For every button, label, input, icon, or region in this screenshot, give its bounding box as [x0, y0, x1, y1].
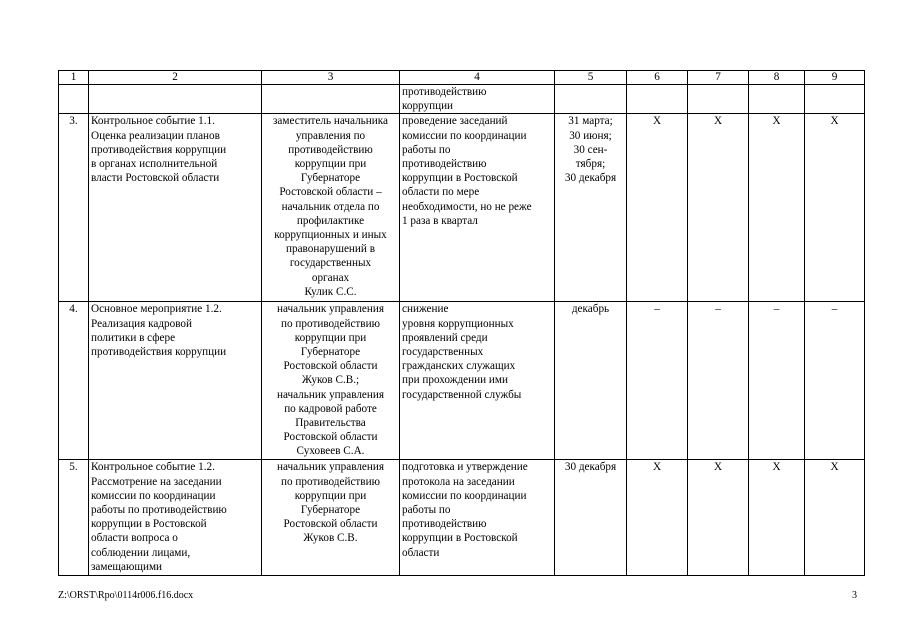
- col-9-value: [805, 85, 865, 114]
- responsible-person: начальник управления по противодействию коррупции при Губернаторе Ростовской области Жуков С.В.; начальник управления по кадровой работе Правительства Ростовской области Суховеев С.А.: [262, 302, 400, 460]
- activity-name: Контрольное событие 1.2. Рассмотрение на заседании комиссии по координации работы по противодействию коррупции в Ростовской области вопроса о соблюдении лицами, замещающими: [89, 460, 262, 576]
- header-cell-4: 4: [400, 71, 555, 85]
- activity-name: Основное мероприятие 1.2. Реализация кадровой политики в сфере противодействия коррупции: [89, 302, 262, 460]
- header-row: [59, 71, 865, 85]
- header-cell-3: 3: [262, 71, 400, 85]
- table-row: [59, 85, 865, 114]
- col-8-value: X: [749, 460, 805, 576]
- col-6-value: [627, 85, 688, 114]
- header-cell-5: 5: [555, 71, 627, 85]
- activity-name: [89, 85, 262, 114]
- expected-result: подготовка и утверждение протокола на заседании комиссии по координации работы по противодействию коррупции в Ростовской области: [400, 460, 555, 576]
- responsible-person: [262, 85, 400, 114]
- col-6-value: X: [627, 460, 688, 576]
- header-cell-1: 1: [59, 71, 89, 85]
- header-cell-2: 2: [89, 71, 262, 85]
- deadline: 30 декабря: [555, 460, 627, 576]
- col-8-value: [749, 85, 805, 114]
- header-cell-8: 8: [749, 71, 805, 85]
- row-number: 3.: [59, 114, 89, 302]
- row-number: 4.: [59, 302, 89, 460]
- deadline: 31 марта; 30 июня; 30 сен- тября; 30 декабря: [555, 114, 627, 302]
- col-8-value: –: [749, 302, 805, 460]
- col-6-value: X: [627, 114, 688, 302]
- col-6-value: –: [627, 302, 688, 460]
- header-cell-7: 7: [688, 71, 749, 85]
- page-number: 3: [852, 590, 857, 601]
- row-number: [59, 85, 89, 114]
- header-cell-6: 6: [627, 71, 688, 85]
- col-9-value: X: [805, 460, 865, 576]
- file-path: Z:\ORST\Rpo\0114r006.f16.docx: [58, 590, 194, 601]
- col-9-value: X: [805, 114, 865, 302]
- row-number: 5.: [59, 460, 89, 576]
- table-row: [59, 114, 865, 302]
- header-cell-9: 9: [805, 71, 865, 85]
- table-row: [59, 460, 865, 576]
- responsible-person: начальник управления по противодействию коррупции при Губернаторе Ростовской области Жуков С.В.: [262, 460, 400, 576]
- activity-name: Контрольное событие 1.1. Оценка реализации планов противодействия коррупции в органах исполнительной власти Ростовской области: [89, 114, 262, 302]
- expected-result: снижение уровня коррупционных проявлений среди государственных гражданских служащих при прохождении ими государственной службы: [400, 302, 555, 460]
- col-7-value: X: [688, 460, 749, 576]
- col-7-value: X: [688, 114, 749, 302]
- table-row: [59, 302, 865, 460]
- deadline: декабрь: [555, 302, 627, 460]
- col-8-value: X: [749, 114, 805, 302]
- col-7-value: [688, 85, 749, 114]
- deadline: [555, 85, 627, 114]
- expected-result: противодействию коррупции: [400, 85, 555, 114]
- col-7-value: –: [688, 302, 749, 460]
- responsible-person: заместитель начальника управления по противодействию коррупции при Губернаторе Ростовской области – начальник отдела по профилактике коррупционных и иных правонарушений в государственных органах Кулик С.С.: [262, 114, 400, 302]
- plan-table: [58, 70, 865, 576]
- expected-result: проведение заседаний комиссии по координации работы по противодействию коррупции в Ростовской области по мере необходимости, но не реже 1 раза в квартал: [400, 114, 555, 302]
- col-9-value: –: [805, 302, 865, 460]
